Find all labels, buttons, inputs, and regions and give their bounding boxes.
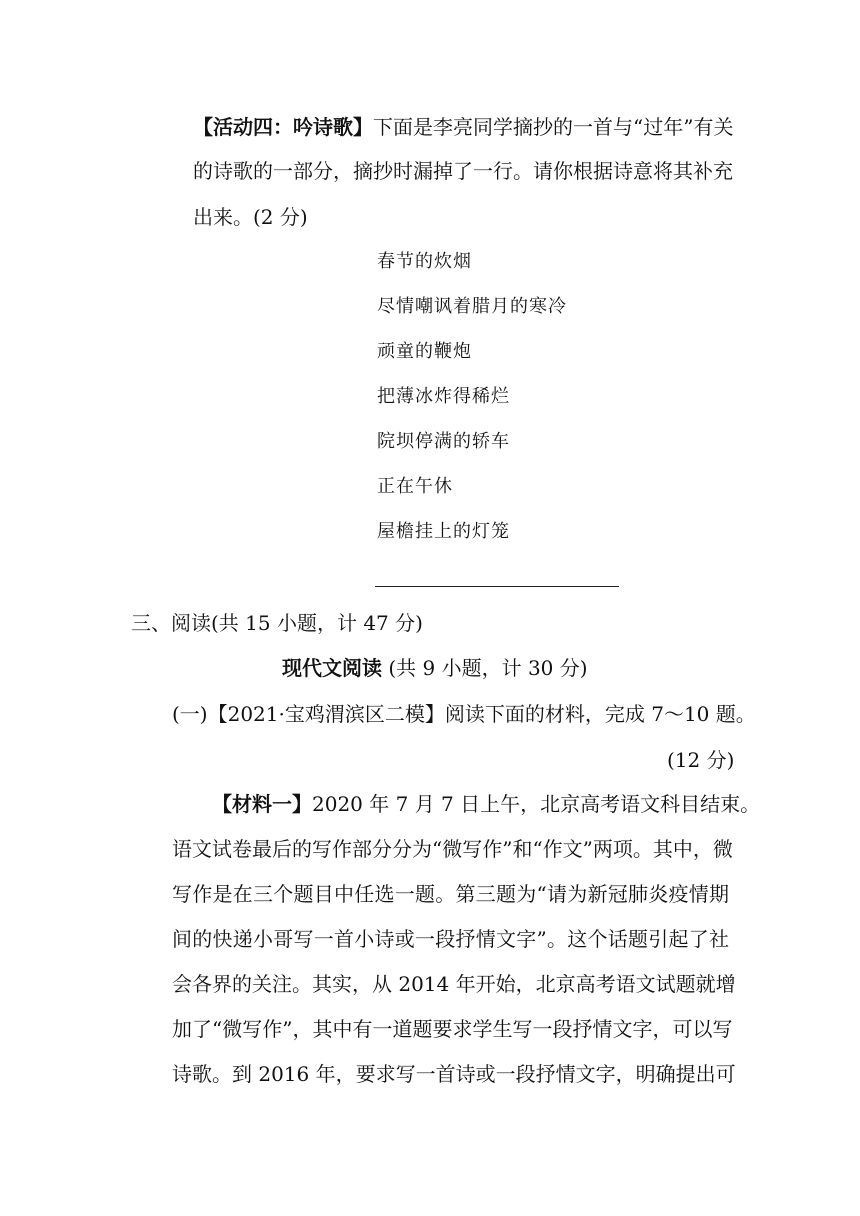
material-line: 语文试卷最后的写作部分分为“微写作”和“作文”两项。其中，微 [172,837,733,861]
part1-score: (12 分) [667,748,735,772]
material-line: 间的快递小哥写一首小诗或一段抒情文字”。这个话题引起了社 [172,927,729,951]
poem-line: 把薄冰炸得稀烂 [377,386,510,407]
material-text: 2020 年 7 月 7 日上午，北京高考语文科目结束。 [312,792,761,816]
poem-line: 春节的炊烟 [377,251,472,272]
poem-line: 正在午休 [377,476,453,497]
section-subtitle [282,654,588,682]
activity-line-2: 的诗歌的一部分，摘抄时漏掉了一行。请你根据诗意将其补充 [193,159,733,183]
subtitle-rest: (共 9 小题，计 30 分) [382,656,588,680]
activity-prompt-start: 下面是李亮同学摘抄的一首与“过年”有关 [373,115,734,139]
material-label: 【材料一】 [212,792,312,816]
activity-line-3: 出来。(2 分) [193,205,308,229]
activity-heading: 【活动四：吟诗歌】 [193,115,373,139]
material-line: 会各界的关注。其实，从 2014 年开始，北京高考语文试题就增 [172,972,736,996]
subtitle-bold: 现代文阅读 [282,656,382,680]
poem-line: 顽童的鞭炮 [377,341,472,362]
poem-line: 院坝停满的轿车 [377,431,510,452]
answer-blank-line [375,586,619,587]
activity-line-1 [193,113,733,141]
material-line: 诗歌。到 2016 年，要求写一首诗或一段抒情文字，明确提出可 [172,1062,736,1086]
part1-instruction: (一)【2021·宝鸡渭滨区二模】阅读下面的材料，完成 7～10 题。 [172,702,756,726]
material-line-1 [212,790,761,818]
material-line: 加了“微写作”，其中有一道题要求学生写一段抒情文字，可以写 [172,1017,733,1041]
section-title: 三、阅读(共 15 小题，计 47 分) [131,611,423,635]
material-line: 写作是在三个题目中任选一题。第三题为“请为新冠肺炎疫情期 [172,882,729,906]
poem-line: 屋檐挂上的灯笼 [377,521,510,542]
poem-line: 尽情嘲讽着腊月的寒冷 [377,296,567,317]
